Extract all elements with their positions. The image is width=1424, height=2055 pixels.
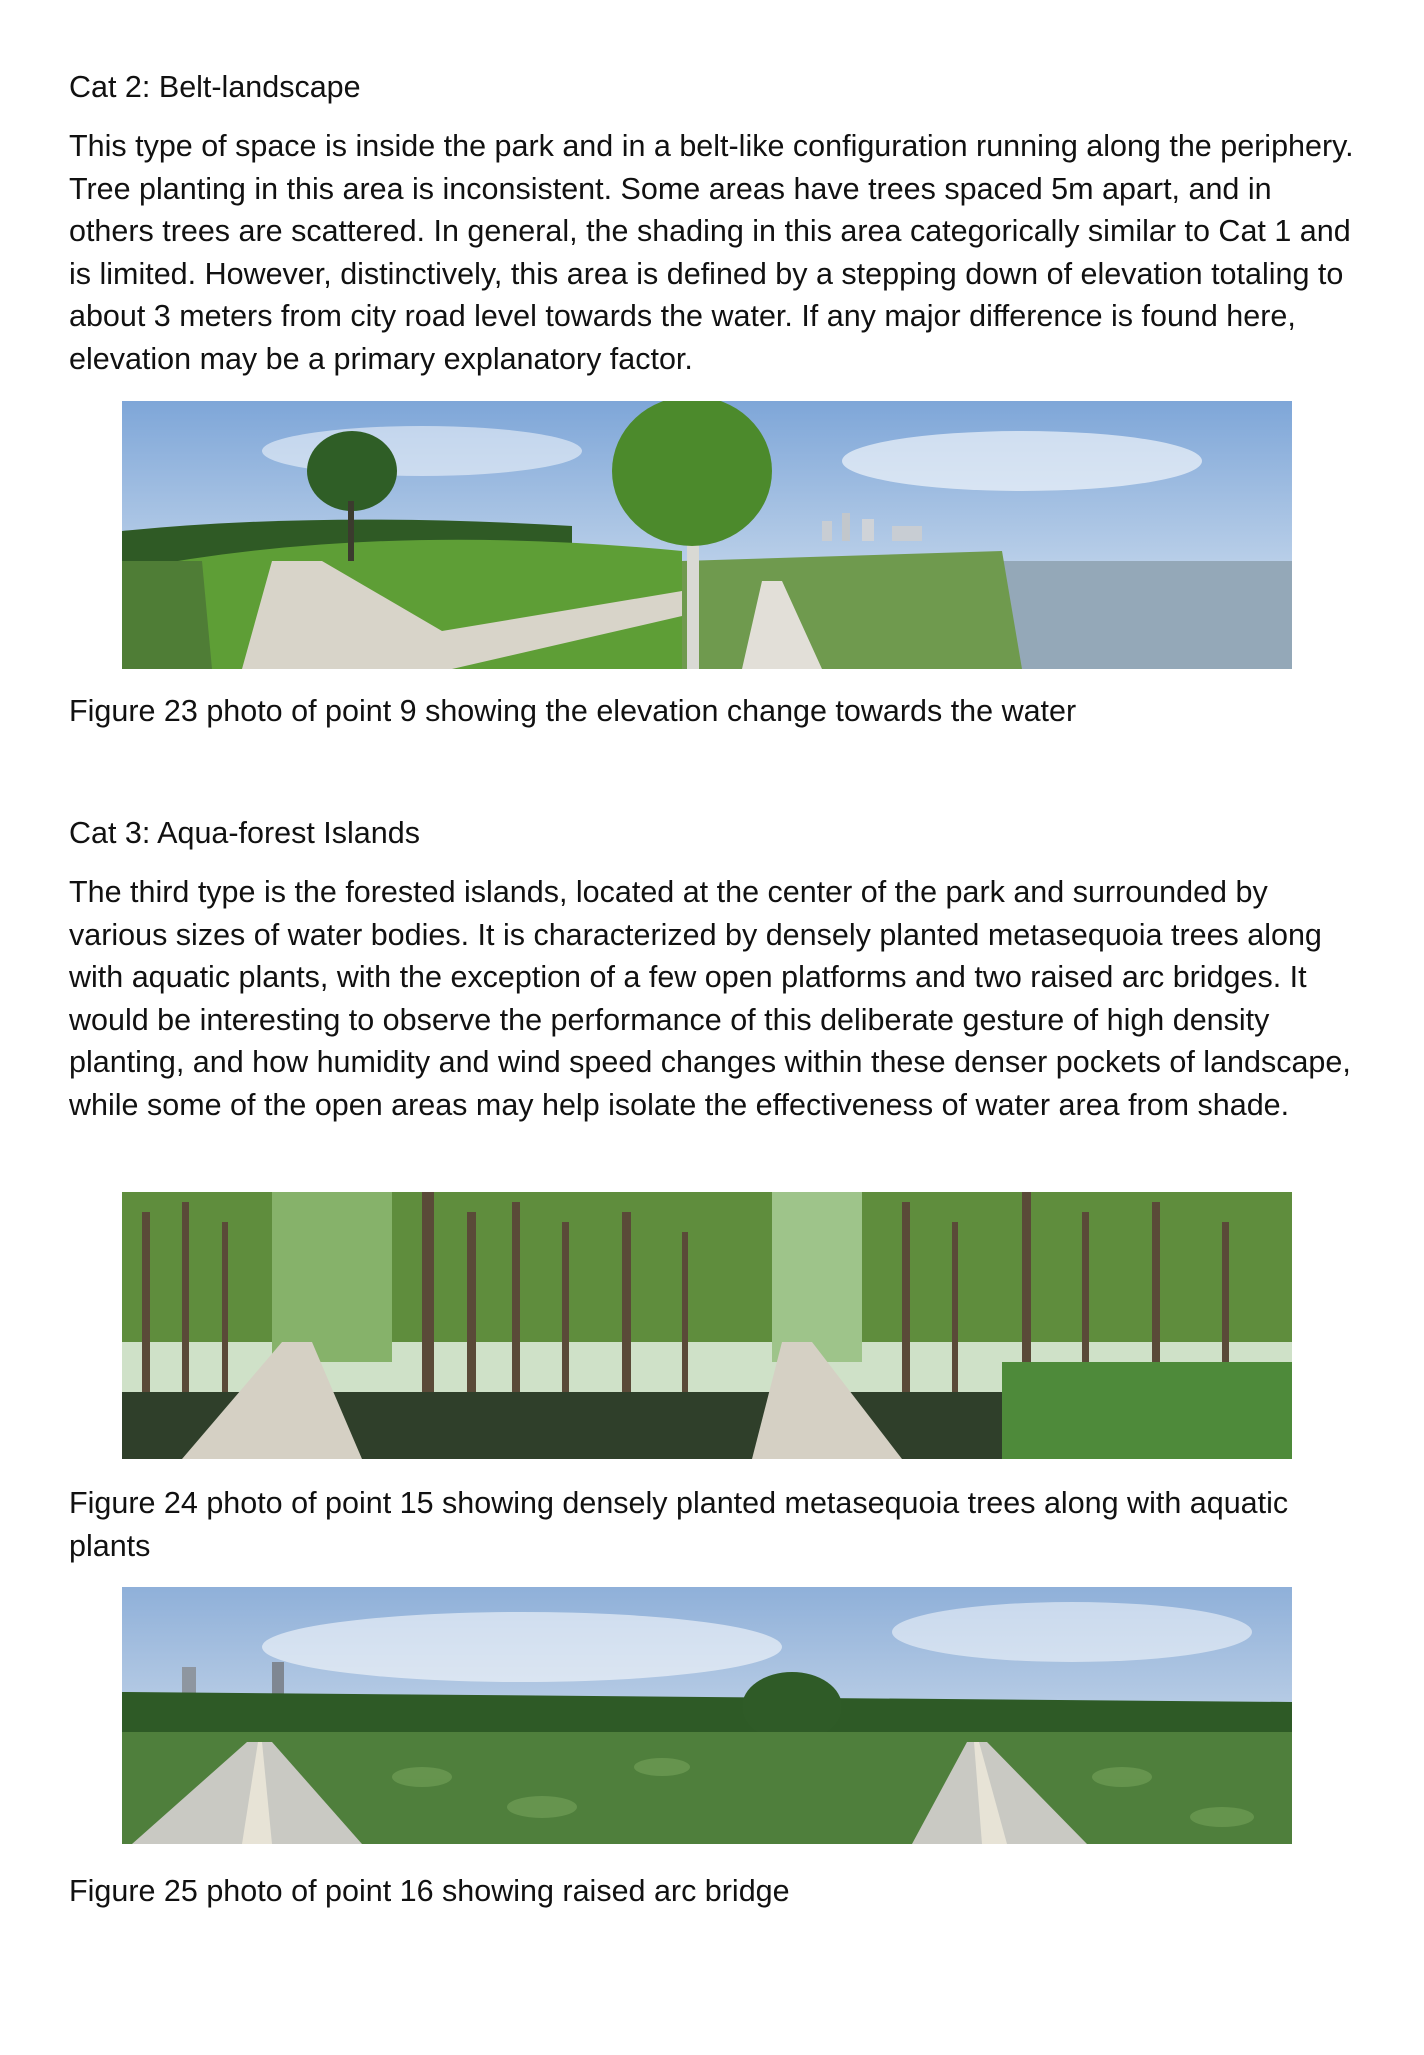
section-heading-cat2: Cat 2: Belt-landscape: [69, 70, 361, 104]
figure-23-photo: [122, 401, 1292, 669]
figure-25-caption: Figure 25 photo of point 16 showing raised arc bridge: [69, 1874, 790, 1908]
figure-25-photo: [122, 1587, 1292, 1844]
section-heading-cat3: Cat 3: Aqua-forest Islands: [69, 816, 420, 850]
figure-24-caption: Figure 24 photo of point 15 showing densely planted metasequoia trees along with aquatic plants: [69, 1486, 1289, 1563]
figure-23-caption: Figure 23 photo of point 9 showing the elevation change towards the water: [69, 694, 1077, 728]
section-body-cat3: The third type is the forested islands, located at the center of the park and surrounded by various sizes of water bodies. It is characterized by densely planted metasequoia trees along with aquatic plants, with the exception of a few open platforms and two raised arc bridges. It would be interesting to observe the performance of this deliberate gesture of high density planting, and how humidity and wind speed changes within these denser pockets of landscape, while some of the open areas may help isolate the effectiveness of water area from shade.: [69, 875, 1351, 1122]
figure-24-photo: [122, 1192, 1292, 1459]
section-body-cat2: This type of space is inside the park and in a belt-like configuration running along the periphery. Tree planting in this area is inconsistent. Some areas have trees spaced 5m apart, and in others trees are scattered. In general, the shading in this area categorically similar to Cat 1 and is limited. However, distinctively, this area is defined by a stepping down of elevation totaling to about 3 meters from city road level towards the water. If any major difference is found here, elevation may be a primary explanatory factor.: [69, 129, 1354, 376]
